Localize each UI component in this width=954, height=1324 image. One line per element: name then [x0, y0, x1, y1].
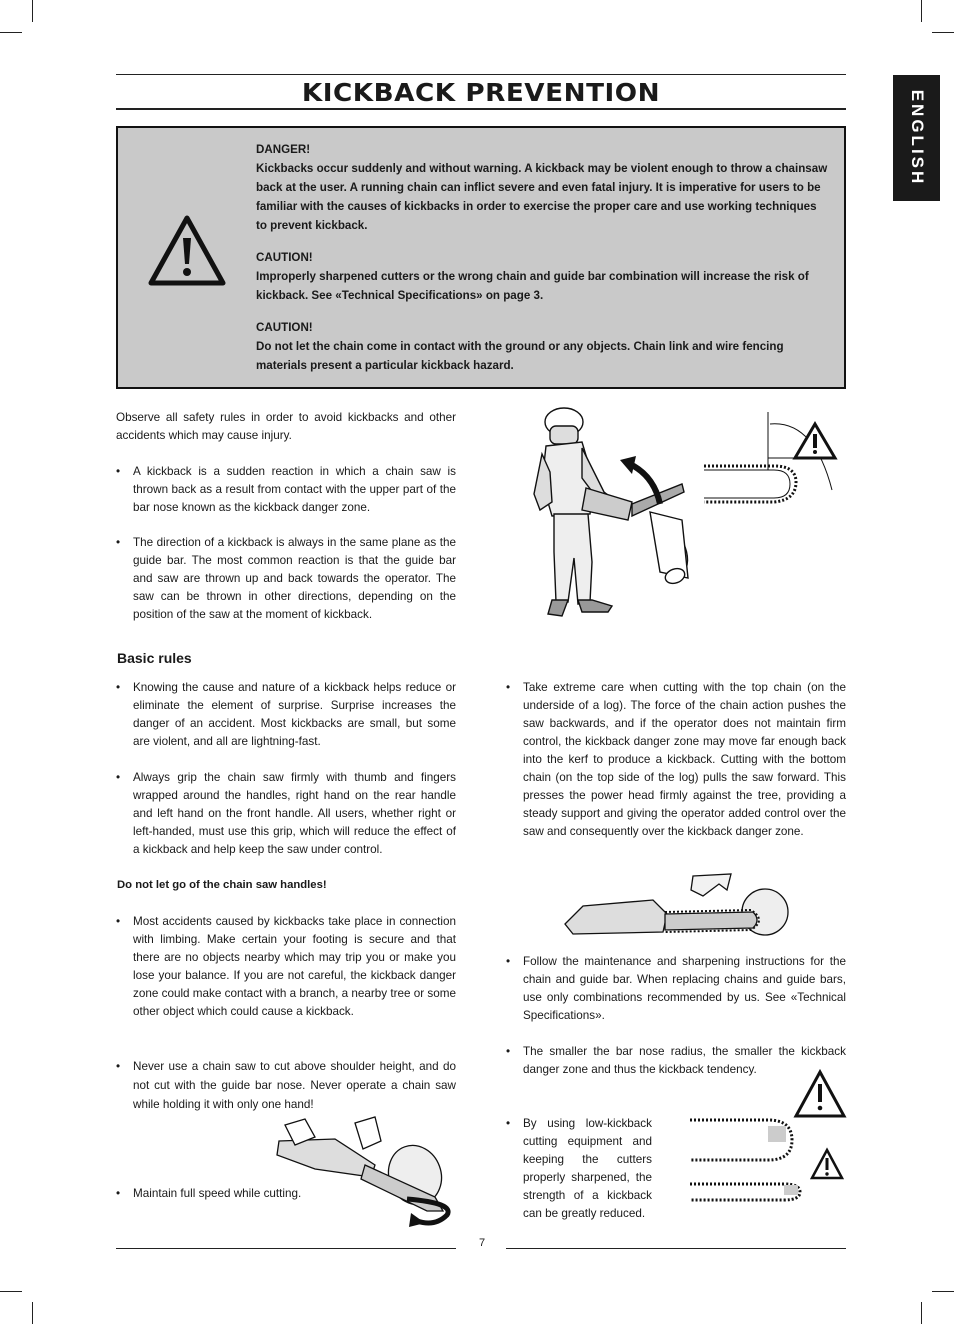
page-number: 7: [478, 1237, 486, 1249]
crop-mark: [32, 0, 33, 22]
list-item-text: A kickback is a sudden reaction in which a chain saw is thrown back as a result from contact with the upper part of the bar nose known as the kickback danger zone.: [133, 465, 456, 514]
bar-nose-radius-illustration: [688, 1070, 848, 1210]
basic-rules-heading: Basic rules: [117, 650, 192, 666]
crop-mark: [932, 32, 954, 33]
title-top-rule: [116, 74, 846, 75]
crop-mark: [32, 1302, 33, 1324]
bullet: •: [506, 1045, 511, 1058]
kickback-danger-zone-illustration: [704, 410, 846, 510]
bullet: •: [116, 465, 121, 478]
list-item-text: Most accidents caused by kickbacks take place in connection with limbing. Make certain your footing is secure and that there are no objects nearby which may trip you or make you lose your balance. If you are not careful, the kickback danger zone could make contact with a branch, a nearby tree or some other object which could cause a kickback.: [133, 915, 456, 1018]
list-item-text: Knowing the cause and nature of a kickback helps reduce or eliminate the element of surprise. Surprise increases the danger of an accident. Most kickbacks are small, but some are violent, and all are lightning-fast.: [133, 681, 456, 748]
bullet: •: [116, 771, 121, 784]
bullet: •: [506, 955, 511, 968]
language-tab-label: ENGLISH: [907, 89, 927, 187]
list-item-text: By using low-kickback cutting equipment and keeping the cutters properly sharpened, the strength of a kickback can be greatly reduced.: [523, 1117, 652, 1220]
bullet: •: [506, 1117, 511, 1130]
danger-warning-box: [116, 126, 846, 389]
page-title: KICKBACK PREVENTION: [301, 78, 661, 107]
list-item: [506, 1115, 652, 1223]
caution-heading: CAUTION!: [256, 251, 313, 264]
list-item: [116, 1185, 336, 1203]
footer-rule-right: [506, 1248, 846, 1249]
bullet: •: [116, 1187, 121, 1200]
crop-mark: [0, 32, 22, 33]
handles-subheading: Do not let go of the chain saw handles!: [117, 879, 327, 891]
caution-heading: CAUTION!: [256, 321, 313, 334]
list-item: [116, 534, 456, 624]
warning-text-block: [256, 140, 828, 388]
list-item-text: The direction of a kickback is always in the same plane as the guide bar. The most common reaction is that the guide bar and saw are thrown up and back towards the operator. The saw can be thrown in other directions, depending on the position of the saw at the moment of kickback.: [133, 536, 456, 621]
crop-mark: [921, 0, 922, 22]
crop-mark: [921, 1302, 922, 1324]
intro-text: Observe all safety rules in order to avoid kickbacks and other accidents which may cause injury.: [116, 411, 456, 442]
list-item-text: The smaller the bar nose radius, the smaller the kickback danger zone and thus the kickback tendency.: [523, 1045, 846, 1076]
list-item-text: Never use a chain saw to cut above shoulder height, and do not cut with the guide bar nose. Never operate a chain saw while holding it with only one hand!: [133, 1060, 456, 1111]
operator-kickback-illustration: [532, 402, 702, 628]
danger-text: Kickbacks occur suddenly and without warning. A kickback may be violent enough to throw a chainsaw back at the user. A running chain can inflict severe and even fatal injury. It is imperative for users to be familiar with the causes of kickbacks in order to exercise the proper care and use working techniques to prevent kickback.: [256, 162, 828, 232]
intro-paragraph: [116, 409, 456, 445]
bullet: •: [116, 536, 121, 549]
bullet: •: [116, 1060, 121, 1073]
bullet: •: [506, 681, 511, 694]
list-item: [116, 769, 456, 859]
list-item-text: Follow the maintenance and sharpening instructions for the chain and guide bar. When replacing chains and guide bars, use only combinations recommended by us. See «Technical Specifications».: [523, 955, 846, 1022]
bullet: •: [116, 915, 121, 928]
list-item: [116, 463, 456, 517]
list-item: [506, 679, 846, 841]
list-item-text: Maintain full speed while cutting.: [133, 1187, 302, 1200]
crop-mark: [932, 1291, 954, 1292]
warning-triangle-icon: [147, 214, 227, 288]
list-item-text: Always grip the chain saw firmly with thumb and fingers wrapped around the handles, right hand on the rear handle and left hand on the front handle. All users, whether right or left-handed, must use this grip, which will reduce the effect of a kickback and help keep the saw under control.: [133, 771, 456, 856]
crop-mark: [0, 1291, 22, 1292]
list-item: [116, 1057, 456, 1114]
list-item: [116, 913, 456, 1021]
list-item: [116, 679, 456, 751]
list-item-text: Take extreme care when cutting with the top chain (on the underside of a log). The force of the chain action pushes the saw backwards, and if the operator does not maintain firm control, the kickback danger zone may move far enough back into the kerf to produce a kickback. Cutting with the bottom chain (on the top side of the log) pulls the saw forward. This presses the power head firmly against the tree, providing a steady support and giving the operator added control over the saw and consequently over the kickback danger zone.: [523, 681, 846, 838]
danger-heading: DANGER!: [256, 143, 311, 156]
saw-grip-illustration: [275, 1115, 465, 1227]
caution-text: Do not let the chain come in contact with the ground or any objects. Chain link and wire fencing materials present a particular kickback hazard.: [256, 340, 784, 372]
bullet: •: [116, 681, 121, 694]
caution-text: Improperly sharpened cutters or the wrong chain and guide bar combination will increase the risk of kickback. See «Technical Specifications» on page 3.: [256, 270, 809, 302]
footer-rule-left: [116, 1248, 456, 1249]
top-chain-cutting-illustration: [563, 870, 789, 940]
language-tab: [893, 75, 940, 201]
list-item: [506, 953, 846, 1025]
title-bottom-rule: [116, 108, 846, 110]
